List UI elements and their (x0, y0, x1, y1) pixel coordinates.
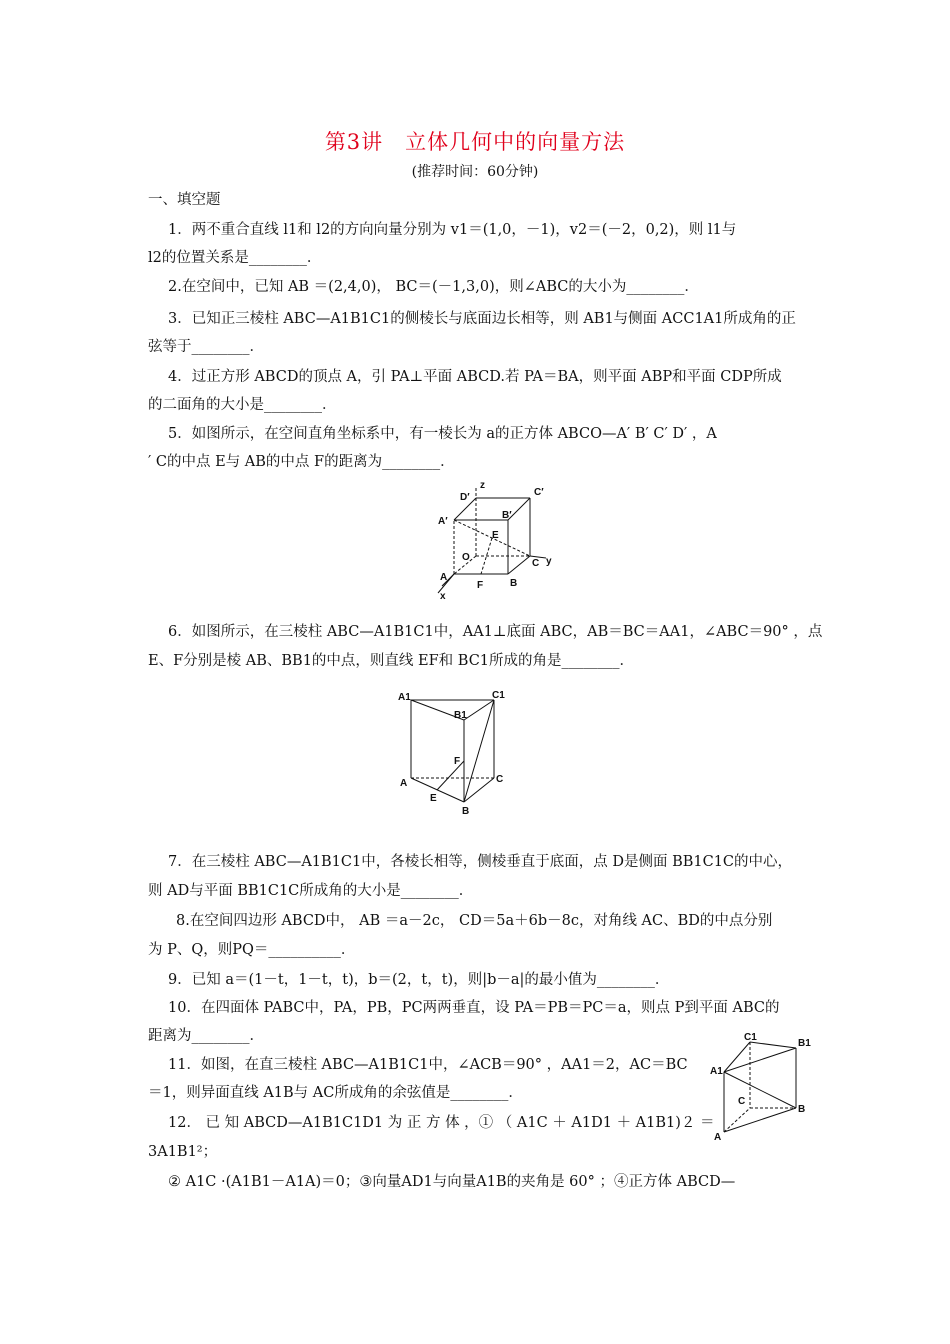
fig1-label-d-prime: D′ (460, 492, 470, 503)
problem-6-line-1: 6．如图所示，在三棱柱 ABC—A1B1C1中，AA1⊥底面 ABC，AB＝BC＝AA1，∠ABC＝90° ，点 (168, 624, 823, 640)
section-heading: 一、填空题 (148, 192, 221, 208)
fig2-label-a: A (400, 778, 408, 789)
problem-1-line-2: l2的位置关系是________． (148, 250, 322, 266)
fig3-label-a: A (714, 1132, 722, 1142)
problem-11-line-2: ＝1，则异面直线 A1B与 AC所成角的余弦值是________． (148, 1085, 523, 1101)
fig2-label-b: B (462, 806, 470, 817)
problem-10-line-1: 10．在四面体 PABC中，PA，PB，PC两两垂直，设 PA＝PB＝PC＝a，则点 P到平面 ABC的 (168, 1000, 780, 1016)
fig1-label-a: A (440, 572, 448, 583)
fig2-label-c: C (496, 774, 504, 785)
problem-7-line-1: 7．在三棱柱 ABC—A1B1C1中，各棱长相等，侧棱垂直于底面，点 D是侧面 BB1C1C的中心， (168, 854, 793, 870)
problem-12-line-3: ② A1C ·(A1B1－A1A)＝0；③向量AD1与向量A1B的夹角是 60° ；④正方体 ABCD— (168, 1174, 736, 1190)
fig3-label-c: C (738, 1096, 746, 1107)
fig1-label-e: E (492, 530, 499, 541)
fig3-label-b: B (798, 1104, 806, 1115)
problem-9: 9．已知 a＝(1－t，1－t，t)，b＝(2，t，t)，则|b－a|的最小值为________． (168, 972, 670, 988)
fig1-label-b: B (510, 578, 518, 589)
fig3-label-b1: B1 (798, 1038, 811, 1049)
prism-figure (396, 688, 514, 820)
problem-8-line-1: 8.在空间四边形 ABCD中， AB ＝a－2c， CD＝5a＋6b－8c，对角线 AC、BD的中点分别 (176, 913, 773, 929)
fig3-label-c1: C1 (744, 1032, 757, 1043)
problem-6-line-2: E、F分别是棱 AB、BB1的中点，则直线 EF和 BC1所成的角是________． (148, 653, 635, 669)
fig1-label-x: x (440, 591, 446, 602)
fig1-label-y: y (546, 556, 552, 567)
problem-4-line-1: 4．过正方形 ABCD的顶点 A，引 PA⊥平面 ABCD.若 PA＝BA，则平面 ABP和平面 CDP所成 (168, 369, 782, 385)
problem-3-line-1: 3．已知正三棱柱 ABC—A1B1C1的侧棱长与底面边长相等，则 AB1与侧面 ACC1A1所成角的正 (168, 311, 796, 327)
page-subtitle: (推荐时间：60分钟) (411, 164, 539, 180)
cube-coordinate-figure (428, 478, 563, 603)
page-title: 第3讲 立体几何中的向量方法 (324, 130, 626, 154)
problem-7-line-2: 则 AD与平面 BB1C1C所成角的大小是________． (148, 883, 474, 899)
fig2-label-e: E (430, 793, 437, 804)
problem-11-line-1: 11．如图，在直三棱柱 ABC—A1B1C1中，∠ACB＝90° ，AA1＝2，AC＝BC (168, 1057, 688, 1073)
problem-4-line-2: 的二面角的大小是________． (148, 397, 337, 413)
problem-12-line-1: 12． 已 知 ABCD—A1B1C1D1 为 正 方 体 ，① （ A1C ＋ A1D1 ＋ A1B1)２ ＝ (168, 1115, 715, 1131)
problem-12-line-2: 3A1B1²； (148, 1144, 218, 1160)
fig2-label-c1: C1 (492, 690, 505, 701)
problem-5-line-1: 5．如图所示，在空间直角坐标系中，有一棱长为 a的正方体 ABCO—A′ B′ C′ D′ ，A (168, 426, 717, 442)
fig1-label-c-prime: C′ (534, 487, 544, 498)
fig1-label-b-prime: B′ (502, 510, 512, 521)
problem-10-line-2: 距离为________． (148, 1028, 264, 1044)
problem-1-line-1: 1．两不重合直线 l1和 l2的方向向量分别为 v1＝(1,0，－1)，v2＝(－2，0,2)，则 l1与 (168, 222, 737, 238)
problem-5-line-2: ′ C的中点 E与 AB的中点 F的距离为________． (148, 454, 455, 470)
fig1-label-f: F (477, 580, 484, 591)
fig2-label-f: F (454, 756, 461, 767)
problem-3-line-2: 弦等于________． (148, 339, 264, 355)
fig1-label-z: z (480, 480, 485, 491)
fig1-label-c: C (532, 558, 540, 569)
fig1-label-o: O (462, 552, 470, 563)
fig3-label-a1: A1 (710, 1066, 723, 1077)
fig2-label-a1: A1 (398, 692, 411, 703)
problem-2: 2.在空间中，已知 AB ＝(2,4,0)， BC＝(－1,3,0)，则∠ABC的大小为________． (168, 279, 699, 295)
right-prism-figure (708, 1030, 818, 1142)
problem-8-line-2: 为 P、Q，则PQ＝__________． (148, 942, 356, 958)
fig1-label-a-prime: A′ (438, 516, 448, 527)
fig2-label-b1: B1 (454, 710, 467, 721)
